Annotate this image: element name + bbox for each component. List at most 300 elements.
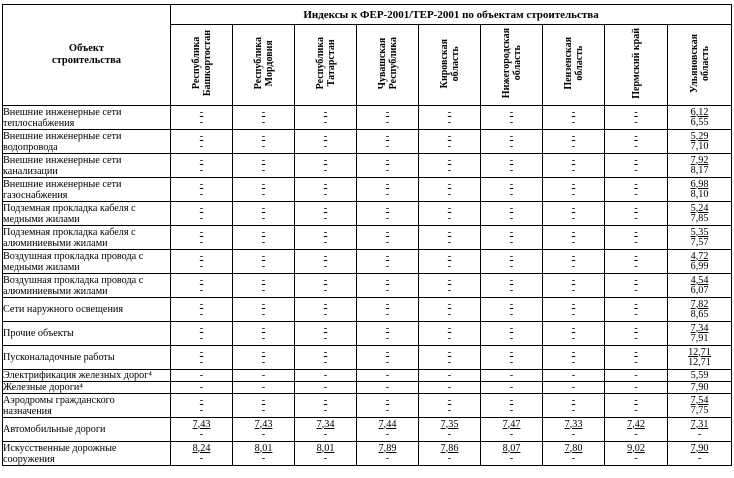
index-cell	[419, 418, 481, 442]
index-value-lower: 7,85	[690, 212, 709, 224]
index-cell	[543, 442, 605, 466]
index-value-lower: -	[323, 212, 328, 224]
index-cell	[668, 442, 732, 466]
index-value-upper: -	[447, 226, 452, 238]
index-value-upper: 7,34	[316, 418, 335, 430]
corner-header: Объект строительства	[3, 5, 171, 106]
index-value-lower: -	[261, 308, 266, 320]
index-value-upper: -	[571, 298, 576, 310]
index-value-lower: -	[571, 308, 576, 320]
index-cell	[171, 298, 233, 322]
index-value-upper: -	[571, 202, 576, 214]
index-cell	[419, 274, 481, 298]
index-cell	[605, 178, 668, 202]
index-value-upper: -	[385, 154, 390, 166]
table-row	[3, 370, 732, 382]
index-value-upper: -	[323, 346, 328, 358]
table-row	[3, 226, 732, 250]
index-value-lower: -	[634, 284, 638, 296]
index-value-lower: -	[323, 308, 328, 320]
index-value-lower: -	[571, 428, 576, 440]
index-value-lower: -	[385, 404, 390, 416]
index-cell	[419, 226, 481, 250]
index-cell	[419, 178, 481, 202]
index-value: -	[323, 381, 328, 393]
index-cell	[543, 394, 605, 418]
row-label-text: Внешние инженерные сети канализации	[3, 154, 122, 177]
index-value-upper: 7,47	[502, 418, 521, 430]
row-label-text: Электрификация железных дорог⁴	[3, 370, 152, 381]
index-value-upper: 7,42	[627, 418, 645, 430]
index-cell	[481, 394, 543, 418]
row-label	[3, 442, 171, 466]
index-cell	[171, 130, 233, 154]
index-value-upper: -	[509, 394, 514, 406]
index-value-upper: 7,90	[690, 442, 709, 454]
index-cell	[295, 178, 357, 202]
index-value-lower: -	[199, 164, 204, 176]
index-value-upper: -	[447, 346, 452, 358]
index-value-upper: -	[571, 394, 576, 406]
index-value-lower: -	[447, 164, 452, 176]
index-cell	[357, 298, 419, 322]
index-cell	[481, 370, 543, 382]
index-value-upper: -	[323, 106, 328, 118]
index-cell	[481, 322, 543, 346]
index-cell	[668, 394, 732, 418]
index-value-lower: -	[261, 212, 266, 224]
index-value: -	[509, 369, 514, 381]
index-value-lower: -	[261, 428, 266, 440]
index-value-upper: -	[199, 346, 204, 358]
index-value-lower: -	[634, 212, 638, 224]
index-value-upper: -	[634, 250, 638, 262]
row-label	[3, 130, 171, 154]
column-header-label: Ульяновская область	[688, 33, 711, 93]
index-value-lower: -	[385, 140, 390, 152]
index-value-lower: -	[385, 164, 390, 176]
index-value-lower: -	[571, 356, 576, 368]
index-cell	[668, 250, 732, 274]
table-row	[3, 178, 732, 202]
index-cell	[668, 370, 732, 382]
column-header	[171, 25, 233, 106]
index-cell	[295, 226, 357, 250]
index-value-upper: 7,33	[564, 418, 583, 430]
index-cell	[233, 154, 295, 178]
index-value-upper: -	[634, 298, 638, 310]
index-value-lower: -	[447, 212, 452, 224]
row-label	[3, 322, 171, 346]
index-value-upper: -	[199, 226, 204, 238]
index-value-lower: -	[634, 236, 638, 248]
table-row	[3, 322, 732, 346]
index-value-upper: -	[571, 226, 576, 238]
index-cell	[543, 106, 605, 130]
index-cell	[605, 442, 668, 466]
index-value: -	[261, 369, 266, 381]
index-value-lower: -	[634, 332, 638, 344]
index-cell	[171, 370, 233, 382]
row-label-text: Аэродромы гражданского назначения	[3, 394, 115, 417]
index-value-upper: 7,82	[690, 298, 709, 310]
index-value-lower: -	[634, 356, 638, 368]
index-value-lower: -	[385, 236, 390, 248]
index-cell	[295, 418, 357, 442]
index-value-upper: -	[571, 130, 576, 142]
index-value-lower: -	[447, 308, 452, 320]
index-value-upper: -	[571, 178, 576, 190]
index-value-upper: -	[323, 226, 328, 238]
index-cell	[233, 418, 295, 442]
index-value: -	[323, 369, 328, 381]
index-cell	[605, 226, 668, 250]
index-value-lower: -	[509, 260, 514, 272]
index-cell	[668, 382, 732, 394]
index-cell	[605, 298, 668, 322]
index-cell	[543, 226, 605, 250]
index-cell	[233, 382, 295, 394]
index-value-upper: 5,29	[690, 130, 709, 142]
row-label-text: Прочие объекты	[3, 328, 74, 339]
index-value: -	[385, 381, 390, 393]
table-row	[3, 382, 732, 394]
table-row	[3, 154, 732, 178]
index-cell	[233, 226, 295, 250]
index-value-upper: -	[571, 274, 576, 286]
index-value-lower: 7,75	[690, 404, 709, 416]
index-cell	[481, 382, 543, 394]
row-label-text: Внешние инженерные сети теплоснабжения	[3, 106, 122, 129]
index-cell	[481, 202, 543, 226]
index-cell	[295, 370, 357, 382]
index-value-upper: -	[385, 322, 390, 334]
index-value-lower: -	[571, 236, 576, 248]
index-value-lower: 6,55	[690, 116, 709, 128]
index-cell	[357, 370, 419, 382]
index-cell	[543, 322, 605, 346]
index-cell	[233, 442, 295, 466]
index-cell	[295, 322, 357, 346]
index-value-lower: -	[199, 452, 204, 464]
index-value-lower: -	[509, 188, 514, 200]
index-cell	[605, 370, 668, 382]
index-value-lower: -	[323, 332, 328, 344]
index-cell	[357, 250, 419, 274]
index-value-lower: -	[385, 284, 390, 296]
table-row	[3, 106, 732, 130]
group-header: Индексы к ФЕР-2001/ТЕР-2001 по объектам строительства	[171, 5, 732, 25]
index-value-lower: -	[509, 236, 514, 248]
index-value-upper: -	[385, 202, 390, 214]
index-value-upper: -	[571, 154, 576, 166]
index-value-upper: -	[261, 202, 266, 214]
index-value-lower: -	[385, 188, 390, 200]
index-value-upper: -	[199, 322, 204, 334]
index-value-lower: 12,71	[688, 356, 711, 368]
index-cell	[605, 274, 668, 298]
index-value: -	[571, 369, 576, 381]
index-cell	[543, 130, 605, 154]
index-cell	[668, 418, 732, 442]
index-value: -	[447, 369, 452, 381]
index-value-lower: 7,91	[690, 332, 709, 344]
index-cell	[668, 226, 732, 250]
column-header	[295, 25, 357, 106]
index-cell	[357, 442, 419, 466]
index-value-upper: 8,07	[502, 442, 521, 454]
row-label-text: Подземная прокладка кабеля с алюминиевыми жилами	[3, 226, 136, 249]
index-value-upper: -	[509, 298, 514, 310]
index-cell	[668, 274, 732, 298]
index-cell	[605, 202, 668, 226]
index-cell	[233, 274, 295, 298]
table-row	[3, 394, 732, 418]
index-value-lower: -	[697, 452, 702, 464]
index-value-lower: -	[261, 140, 266, 152]
column-header-label: Кировская область	[438, 38, 461, 89]
index-value-upper: -	[323, 130, 328, 142]
row-label	[3, 106, 171, 130]
index-value: 5,59	[690, 369, 709, 381]
index-cell	[668, 178, 732, 202]
index-value-upper: -	[447, 130, 452, 142]
table-row	[3, 274, 732, 298]
index-value-upper: -	[261, 394, 266, 406]
index-cell	[357, 418, 419, 442]
index-value-upper: -	[634, 202, 638, 214]
row-label	[3, 202, 171, 226]
index-table	[2, 4, 732, 466]
index-value-upper: -	[385, 346, 390, 358]
index-value-upper: -	[634, 274, 638, 286]
index-value-upper: -	[634, 154, 638, 166]
index-value-lower: -	[447, 404, 452, 416]
index-value-upper: -	[323, 202, 328, 214]
row-label	[3, 394, 171, 418]
index-value-lower: -	[385, 356, 390, 368]
index-value-upper: -	[509, 178, 514, 190]
index-cell	[419, 154, 481, 178]
table-row	[3, 298, 732, 322]
index-cell	[419, 130, 481, 154]
index-cell	[295, 382, 357, 394]
index-value-upper: -	[323, 274, 328, 286]
index-value: -	[199, 369, 204, 381]
index-value-lower: -	[261, 332, 266, 344]
index-value-lower: -	[447, 140, 452, 152]
column-header-label: Пермский край	[630, 28, 642, 99]
index-value-lower: -	[199, 236, 204, 248]
index-value-upper: -	[261, 178, 266, 190]
index-value-upper: -	[447, 106, 452, 118]
index-value-upper: 7,35	[440, 418, 459, 430]
table-row	[3, 346, 732, 370]
index-cell	[419, 442, 481, 466]
index-value-lower: -	[323, 116, 328, 128]
index-value-lower: -	[697, 428, 702, 440]
index-cell	[481, 346, 543, 370]
index-value-lower: -	[571, 212, 576, 224]
row-label-text: Подземная прокладка кабеля с медными жилами	[3, 202, 136, 225]
index-value-upper: -	[261, 322, 266, 334]
column-header-label: Республика Башкортостан	[190, 30, 213, 97]
index-value-upper: -	[447, 274, 452, 286]
index-value-upper: -	[509, 250, 514, 262]
index-value-upper: -	[261, 346, 266, 358]
index-value-upper: -	[261, 106, 266, 118]
index-value-lower: -	[509, 140, 514, 152]
index-value-lower: -	[323, 284, 328, 296]
index-value-upper: 5,35	[690, 226, 709, 238]
row-label	[3, 370, 171, 382]
index-cell	[357, 106, 419, 130]
row-label	[3, 382, 171, 394]
index-value-lower: -	[385, 212, 390, 224]
index-value-lower: -	[571, 284, 576, 296]
index-cell	[481, 226, 543, 250]
index-value-upper: -	[199, 130, 204, 142]
row-label-text: Внешние инженерные сети водопровода	[3, 130, 122, 153]
index-value-lower: -	[385, 332, 390, 344]
index-cell	[543, 370, 605, 382]
index-value-upper: -	[571, 106, 576, 118]
index-value-lower: -	[199, 116, 204, 128]
index-value-upper: -	[634, 322, 638, 334]
index-value-upper: 7,80	[564, 442, 583, 454]
index-value-upper: -	[385, 394, 390, 406]
index-value-upper: -	[447, 394, 452, 406]
row-label	[3, 346, 171, 370]
index-value-lower: -	[447, 284, 452, 296]
index-value: -	[634, 369, 638, 381]
index-cell	[481, 298, 543, 322]
index-value-upper: 8,01	[254, 442, 273, 454]
index-value-upper: -	[634, 178, 638, 190]
table-row	[3, 250, 732, 274]
index-cell	[419, 346, 481, 370]
index-value-upper: 7,31	[690, 418, 709, 430]
index-cell	[419, 250, 481, 274]
row-label-text: Железные дороги⁴	[3, 382, 83, 393]
index-value-upper: 8,01	[316, 442, 335, 454]
index-cell	[233, 322, 295, 346]
index-value-upper: -	[509, 106, 514, 118]
row-label-text: Воздушная прокладка провода с медными жилами	[3, 250, 144, 273]
index-cell	[605, 154, 668, 178]
index-value-upper: -	[323, 154, 328, 166]
column-header	[233, 25, 295, 106]
index-cell	[481, 130, 543, 154]
index-cell	[357, 178, 419, 202]
index-cell	[668, 130, 732, 154]
index-value-lower: -	[385, 260, 390, 272]
index-value-lower: -	[261, 260, 266, 272]
index-value-upper: 7,34	[690, 322, 709, 334]
index-value-upper: 7,43	[254, 418, 273, 430]
index-cell	[543, 178, 605, 202]
index-value-lower: -	[509, 284, 514, 296]
index-value-upper: -	[447, 322, 452, 334]
index-value-upper: 5,24	[690, 202, 709, 214]
row-label-text: Автомобильные дороги	[3, 424, 106, 435]
index-cell	[171, 106, 233, 130]
index-cell	[171, 442, 233, 466]
index-cell	[605, 130, 668, 154]
index-value-lower: -	[199, 284, 204, 296]
index-value: -	[261, 381, 266, 393]
index-cell	[233, 394, 295, 418]
index-value-upper: -	[199, 106, 204, 118]
index-value-lower: -	[447, 332, 452, 344]
index-value-upper: 7,54	[690, 394, 709, 406]
index-cell	[481, 154, 543, 178]
index-value-upper: -	[634, 394, 638, 406]
index-value-upper: -	[571, 250, 576, 262]
index-cell	[357, 322, 419, 346]
index-value-lower: -	[447, 116, 452, 128]
row-label	[3, 298, 171, 322]
row-label	[3, 274, 171, 298]
index-value-upper: 7,43	[192, 418, 211, 430]
index-value-upper: -	[323, 250, 328, 262]
index-value-lower: -	[261, 116, 266, 128]
index-value-upper: -	[385, 178, 390, 190]
index-cell	[295, 274, 357, 298]
index-value-upper: 8,24	[192, 442, 211, 454]
index-cell	[295, 106, 357, 130]
index-value-upper: 9,02	[627, 442, 645, 454]
index-value-lower: -	[509, 452, 514, 464]
index-value-lower: -	[261, 188, 266, 200]
index-value-lower: -	[199, 332, 204, 344]
index-value-upper: -	[323, 394, 328, 406]
row-label	[3, 178, 171, 202]
index-cell	[295, 394, 357, 418]
column-header	[481, 25, 543, 106]
index-value-upper: -	[571, 346, 576, 358]
index-cell	[295, 346, 357, 370]
index-value-lower: -	[447, 452, 452, 464]
index-value-lower: -	[634, 260, 638, 272]
column-header-label: Пензенская область	[562, 37, 585, 90]
index-value-lower: -	[571, 260, 576, 272]
index-value-upper: 4,54	[690, 274, 709, 286]
index-value-lower: -	[323, 260, 328, 272]
index-value-lower: -	[323, 164, 328, 176]
index-value-upper: -	[385, 226, 390, 238]
index-cell	[543, 382, 605, 394]
index-value-lower: -	[385, 452, 390, 464]
index-value-lower: -	[199, 260, 204, 272]
index-cell	[171, 382, 233, 394]
index-value-upper: -	[509, 154, 514, 166]
column-header	[543, 25, 605, 106]
index-cell	[419, 322, 481, 346]
index-value-lower: 8,10	[690, 188, 709, 200]
column-header	[605, 25, 668, 106]
index-value-lower: -	[571, 452, 576, 464]
index-value-lower: -	[447, 188, 452, 200]
index-cell	[357, 226, 419, 250]
index-value-upper: -	[385, 298, 390, 310]
index-value-upper: -	[509, 274, 514, 286]
index-value-upper: -	[199, 154, 204, 166]
column-header-label: Республика Татарстан	[314, 37, 337, 90]
index-value-upper: -	[261, 274, 266, 286]
index-value-lower: -	[323, 140, 328, 152]
table-row	[3, 442, 732, 466]
